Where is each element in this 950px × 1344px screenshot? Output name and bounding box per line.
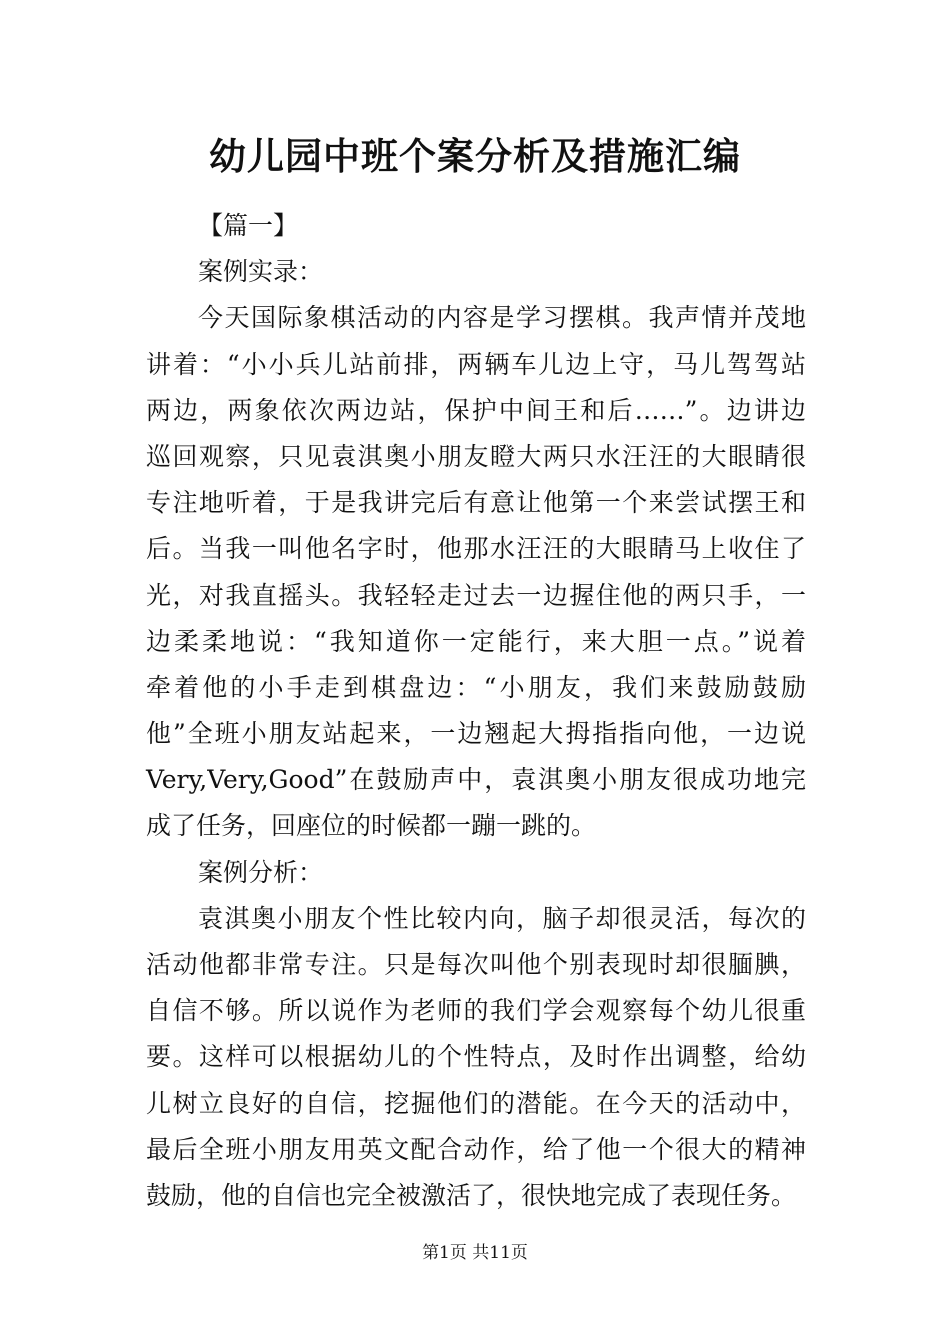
text-line: 要。这样可以根据幼儿的个性特点，及时作出调整，给幼 [146,1042,806,1072]
text-line: 他”全班小朋友站起来，一边翘起大拇指指向他，一边说 [146,719,806,749]
text-line: 活动他都非常专注。只是每次叫他个别表现时却很腼腆， [146,950,806,979]
document-title: 幼儿园中班个案分析及措施汇编 [209,134,741,178]
text-line: 光，对我直摇头。我轻轻走过去一边握住他的两只手，一 [146,580,806,610]
text-line: Very,Very,Good”在鼓励声中，袁淇奥小朋友很成功地完 [146,765,806,795]
text-line: 袁淇奥小朋友个性比较内向，脑子却很灵活，每次的 [198,903,806,933]
text-line: 成了任务，回座位的时候都一蹦一跳的。 [146,811,597,841]
text-line: 讲着：“小小兵儿站前排，两辆车儿边上守，马儿驾驾站 [146,349,806,379]
text-line: 自信不够。所以说作为老师的我们学会观察每个幼儿很重 [146,996,806,1026]
text-line: 后。当我一叫他名字时，他那水汪汪的大眼睛马上收住了 [146,534,806,564]
text-line: 【篇一】 [198,211,299,240]
text-line: 最后全班小朋友用英文配合动作，给了他一个很大的精神 [146,1134,806,1164]
page-footer: 第1页 共11页 [422,1243,528,1263]
text-line: 两边，两象依次两边站，保护中间王和后……”。边讲边 [146,395,806,425]
text-line: 案例实录： [198,257,324,287]
text-line: 巡回观察，只见袁淇奥小朋友瞪大两只水汪汪的大眼睛很 [146,441,806,471]
text-line: 牵着他的小手走到棋盘边：“小朋友，我们来鼓励鼓励 [146,672,806,702]
text-line: 案例分析： [198,857,324,887]
text-line: 今天国际象棋活动的内容是学习摆棋。我声情并茂地 [198,303,806,333]
text-line: 边柔柔地说：“我知道你一定能行，来大胆一点。”说着 [146,626,806,656]
text-line: 鼓励，他的自信也完全被激活了，很快地完成了表现任务。 [146,1180,797,1210]
text-line: 儿树立良好的自信，挖掘他们的潜能。在今天的活动中， [146,1088,806,1118]
document-body [146,203,806,1219]
text-line: 专注地听着，于是我讲完后有意让他第一个来尝试摆王和 [146,488,806,518]
